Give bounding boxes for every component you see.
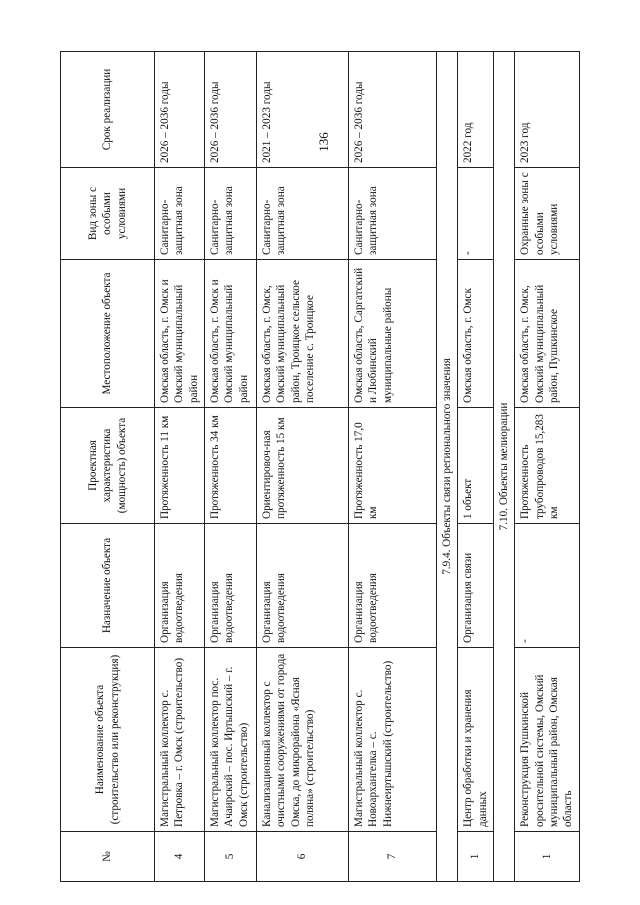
row-num: 1	[515, 832, 579, 882]
table-row	[205, 52, 257, 882]
header-capacity: Проектная характеристика (мощность) объекта	[61, 408, 155, 524]
row-num: 6	[257, 832, 349, 882]
header-term: Срок реализации	[61, 52, 155, 168]
row-capacity: Протяженность трубопроводов 15,283 км	[515, 408, 579, 524]
row-capacity: 1 объект	[458, 408, 494, 524]
header-row	[61, 52, 155, 882]
row-purpose: Организация водоотведения	[257, 524, 349, 648]
row-term: 2026 – 2036 годы	[155, 52, 205, 168]
row-name: Магистральный коллектор с. Петровка – г. Омск (строительство)	[155, 648, 205, 832]
row-capacity: Протяженность 17,0 км	[349, 408, 437, 524]
row-purpose: Организация водоотведения	[155, 524, 205, 648]
row-zone: Санитарно-защитная зона	[349, 168, 437, 260]
section-title: 7.10. Объекты мелиорации	[493, 52, 514, 882]
row-term: 2026 – 2036 годы	[205, 52, 257, 168]
row-num: 4	[155, 832, 205, 882]
section-title: 7.9.4. Объекты связи регионального значения	[437, 52, 458, 882]
row-purpose: Организация водоотведения	[349, 524, 437, 648]
page-number: 136	[316, 132, 331, 152]
row-name: Магистральный коллектор пос. Ачаирский – пос. Иртышский – г. Омск (строительство)	[205, 648, 257, 832]
row-zone: Санитарно-защитная зона	[155, 168, 205, 260]
table-row	[515, 52, 579, 882]
row-zone: Охранные зоны с особыми условиями	[515, 168, 579, 260]
row-capacity: Протяженность 34 км	[205, 408, 257, 524]
row-location: Омская область, г. Омск	[458, 260, 494, 408]
header-location: Местоположение объекта	[61, 260, 155, 408]
section-row	[437, 52, 458, 882]
row-location: Омская область, г. Омск, Омский муниципальный район, Пушкинское	[515, 260, 579, 408]
row-purpose: Организация водоотведения	[205, 524, 257, 648]
row-location: Омская область, Саргатский и Любинский муниципальные районы	[349, 260, 437, 408]
row-location: Омская область, г. Омск, Омский муниципальный район, Троицкое сельское поселение с. Троицкое	[257, 260, 349, 408]
row-num: 7	[349, 832, 437, 882]
row-term: 2021 – 2023 годы	[257, 52, 349, 168]
objects-table	[60, 51, 580, 882]
header-purpose: Назначение объекта	[61, 524, 155, 648]
header-num: №	[61, 832, 155, 882]
row-zone: Санитарно-защитная зона	[257, 168, 349, 260]
row-term: 2026 – 2036 годы	[349, 52, 437, 168]
row-zone: -	[458, 168, 494, 260]
row-name: Центр обработки и хранения данных	[458, 648, 494, 832]
row-name: Реконструкция Пушкинской оросительной системы, Омский муниципальный район, Омская область	[515, 648, 579, 832]
table-row	[155, 52, 205, 882]
row-term: 2022 год	[458, 52, 494, 168]
header-name: Наименование объекта (строительство или реконструкция)	[61, 648, 155, 832]
row-location: Омская область, г. Омск и Омский муниципальный район	[205, 260, 257, 408]
table-row	[458, 52, 494, 882]
row-name: Канализационный коллектор с очистными сооружениями от города Омска, до микрорайона «Ясная поляна» (строительство)	[257, 648, 349, 832]
row-capacity: Ориентировоч-ная протяженность 15 км	[257, 408, 349, 524]
row-purpose: -	[515, 524, 579, 648]
section-row	[493, 52, 514, 882]
row-purpose: Организация связи	[458, 524, 494, 648]
row-name: Магистральный коллектор с. Новоархангелка – с. Нижнеиртышский (строительство)	[349, 648, 437, 832]
rotated-sheet	[60, 52, 580, 882]
row-capacity: Протяженность 11 км	[155, 408, 205, 524]
table-row	[349, 52, 437, 882]
header-zone: Вид зоны с особыми условиями	[61, 168, 155, 260]
row-location: Омская область, г. Омск и Омский муниципальный район	[155, 260, 205, 408]
row-term: 2023 год	[515, 52, 579, 168]
table-row	[257, 52, 349, 882]
row-num: 1	[458, 832, 494, 882]
row-num: 5	[205, 832, 257, 882]
row-zone: Санитарно-защитная зона	[205, 168, 257, 260]
